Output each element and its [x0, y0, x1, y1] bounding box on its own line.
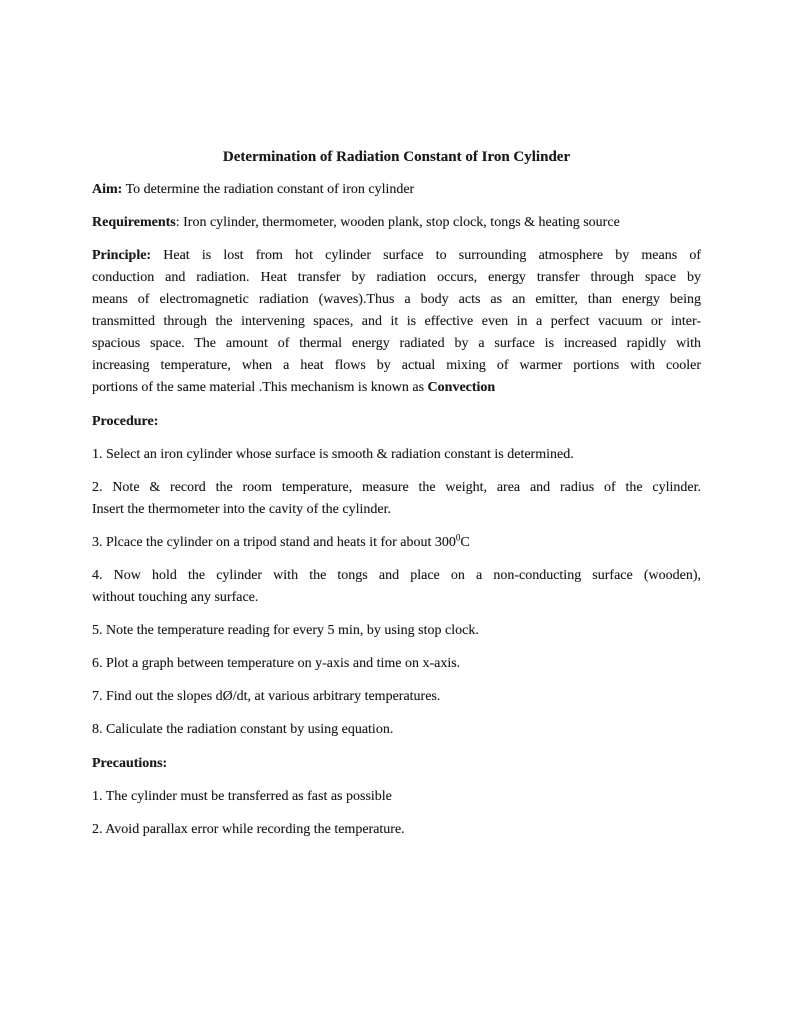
principle-convection-term: Convection: [427, 380, 496, 395]
procedure-item-7: 7. Find out the slopes dØ/dt, at various arbitrary temperatures.: [92, 689, 441, 704]
procedure-item-2: [92, 477, 701, 521]
procedure-item-6: 6. Plot a graph between temperature on y-axis and time on x-axis.: [92, 656, 461, 671]
requirements-line: [92, 212, 701, 234]
procedure-item-2-line-1: 2. Note & record the room temperature, measure the weight, area and radius of the cylinder.: [92, 480, 701, 495]
principle-label: Principle:: [92, 248, 152, 263]
aim-label: Aim:: [92, 182, 123, 197]
procedure-item-4: [92, 565, 701, 609]
procedure-item-3-text: 3. Plcace the cylinder on a tripod stand and heats it for about 300: [92, 535, 456, 550]
procedure-item-2-line-2: Insert the thermometer into the cavity of the cylinder.: [92, 502, 391, 517]
requirements-text: : Iron cylinder, thermometer, wooden plank, stop clock, tongs & heating source: [175, 215, 620, 230]
procedure-heading: Procedure:: [92, 414, 159, 429]
aim-text: To determine the radiation constant of iron cylinder: [122, 182, 415, 197]
requirements-label: Requirements: [92, 215, 176, 230]
procedure-item-3-unit: C: [460, 535, 470, 550]
principle-last-line-text: portions of the same material .This mechanism is known as: [92, 380, 428, 395]
procedure-item-1: 1. Select an iron cylinder whose surface is smooth & radiation constant is determined.: [92, 447, 574, 462]
principle-line-1-text: Heat is lost from hot cylinder surface to surrounding atmosphere by means of: [151, 248, 701, 263]
precautions-heading: Precautions:: [92, 756, 168, 771]
procedure-item-8: 8. Caliculate the radiation constant by using equation.: [92, 722, 394, 737]
procedure-item-4-line-1: 4. Now hold the cylinder with the tongs and place on a non-conducting surface (wooden),: [92, 568, 701, 583]
principle-line-1: [92, 245, 701, 267]
principle-line-7: [92, 377, 701, 399]
degree-superscript: 0: [455, 532, 461, 543]
precaution-item-2: 2. Avoid parallax error while recording the temperature.: [92, 822, 405, 837]
procedure-item-5: 5. Note the temperature reading for every 5 min, by using stop clock.: [92, 623, 479, 638]
precaution-item-1: 1. The cylinder must be transferred as fast as possible: [92, 789, 392, 804]
aim-line: [92, 179, 701, 201]
document-title: Determination of Radiation Constant of Iron Cylinder: [222, 149, 571, 165]
principle-line-6: increasing temperature, when a heat flows by actual mixing of warmer portions with cooler: [92, 358, 701, 373]
principle-line-5: spacious space. The amount of thermal energy radiated by a surface is increased rapidly with: [92, 336, 701, 351]
principle-line-3: means of electromagnetic radiation (waves).Thus a body acts as an emitter, than energy being: [92, 292, 701, 307]
procedure-item-3: [92, 532, 701, 554]
procedure-item-4-line-2: without touching any surface.: [92, 590, 259, 605]
principle-paragraph: [92, 245, 701, 399]
principle-line-2: conduction and radiation. Heat transfer by radiation occurs, energy transfer through space by: [92, 270, 701, 285]
principle-line-4: transmitted through the intervening spaces, and it is effective even in a perfect vacuum or inter-: [92, 314, 701, 329]
